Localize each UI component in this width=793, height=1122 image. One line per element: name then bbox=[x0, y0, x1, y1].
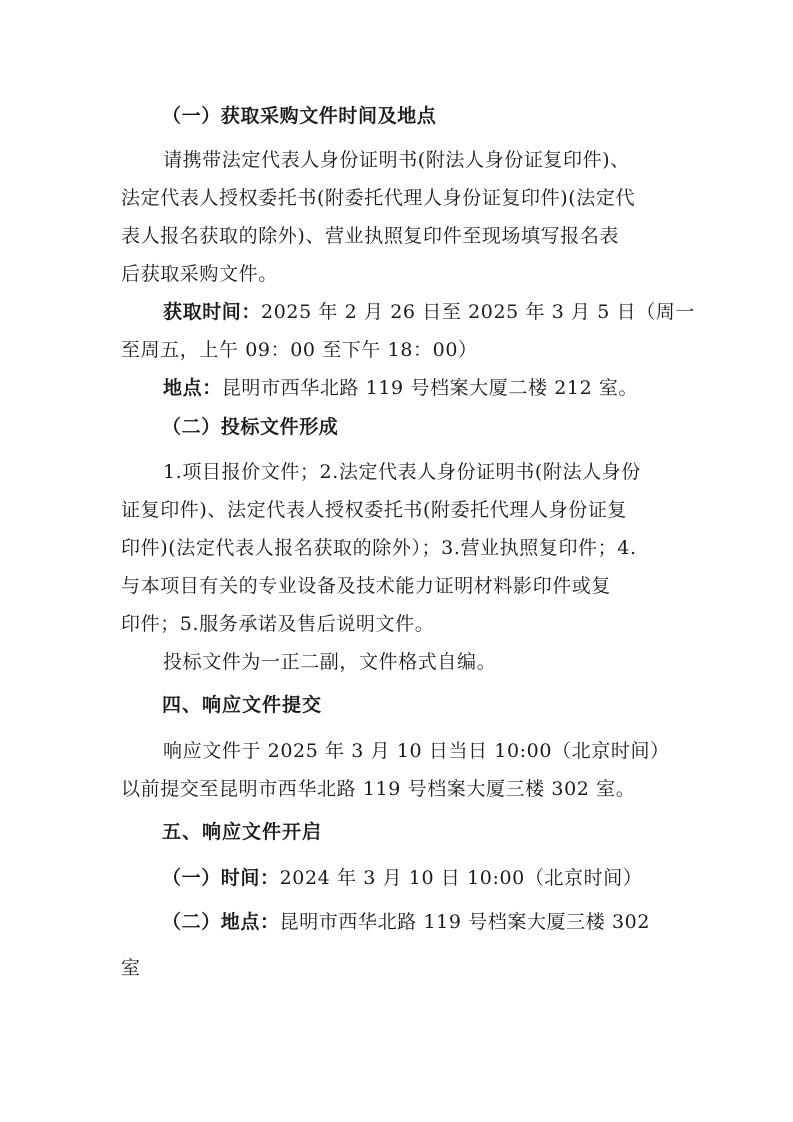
acquire-time-line bbox=[163, 299, 718, 325]
acquire-time-text: 2025 年 2 月 26 日至 2025 年 3 月 5 日（周一 bbox=[261, 301, 695, 323]
paragraph-line: 室 bbox=[121, 957, 141, 979]
paragraph-line: 印件；5.服务承诺及售后说明文件。 bbox=[121, 613, 435, 635]
paragraph-line: 请携带法定代表人身份证明书(附法人身份证复印件)、 bbox=[163, 149, 630, 171]
acquire-place-line bbox=[163, 375, 718, 401]
paragraph-line: 表人报名获取的除外)、营业执照复印件至现场填写报名表 bbox=[121, 225, 620, 247]
open-place-text: 昆明市西华北路 119 号档案大厦三楼 302 bbox=[279, 911, 651, 933]
open-time-line bbox=[162, 865, 717, 891]
paragraph-line: 后获取采购文件。 bbox=[121, 263, 278, 285]
paragraph-line: 证复印件)、法定代表人授权委托书(附委托代理人身份证复 bbox=[121, 499, 628, 521]
subsection-title-bid-docs: （二）投标文件形成 bbox=[162, 416, 339, 438]
open-place-label: （二）地点： bbox=[162, 911, 280, 933]
section-heading-open: 五、响应文件开启 bbox=[162, 821, 323, 843]
paragraph-line: 法定代表人授权委托书(附委托代理人身份证复印件)(法定代 bbox=[121, 187, 636, 209]
open-time-label: （一）时间： bbox=[162, 867, 280, 889]
paragraph-line: 投标文件为一正二副，文件格式自编。 bbox=[163, 651, 497, 673]
paragraph-line: 以前提交至昆明市西华北路 119 号档案大厦三楼 302 室。 bbox=[121, 778, 636, 800]
paragraph-line: 与本项目有关的专业设备及技术能力证明材料影印件或复 bbox=[121, 575, 612, 597]
paragraph-line: 印件)(法定代表人报名获取的除外）；3.营业执照复印件；4. bbox=[121, 537, 637, 559]
acquire-place-label: 地点： bbox=[163, 377, 222, 399]
open-place-line bbox=[162, 909, 717, 935]
paragraph-line: 1.项目报价文件；2.法定代表人身份证明书(附法人身份 bbox=[163, 461, 641, 483]
section-heading-submit: 四、响应文件提交 bbox=[162, 694, 323, 716]
open-time-text: 2024 年 3 月 10 日 10:00（北京时间） bbox=[279, 867, 643, 889]
acquire-place-text: 昆明市西华北路 119 号档案大厦二楼 212 室。 bbox=[221, 377, 639, 399]
subsection-title-acquire: （一）获取采购文件时间及地点 bbox=[162, 105, 437, 127]
paragraph-line: 响应文件于 2025 年 3 月 10 日当日 10:00（北京时间） bbox=[163, 740, 670, 762]
acquire-time-label: 获取时间： bbox=[163, 301, 262, 323]
paragraph-line: 至周五，上午 09：00 至下午 18：00） bbox=[121, 339, 478, 361]
